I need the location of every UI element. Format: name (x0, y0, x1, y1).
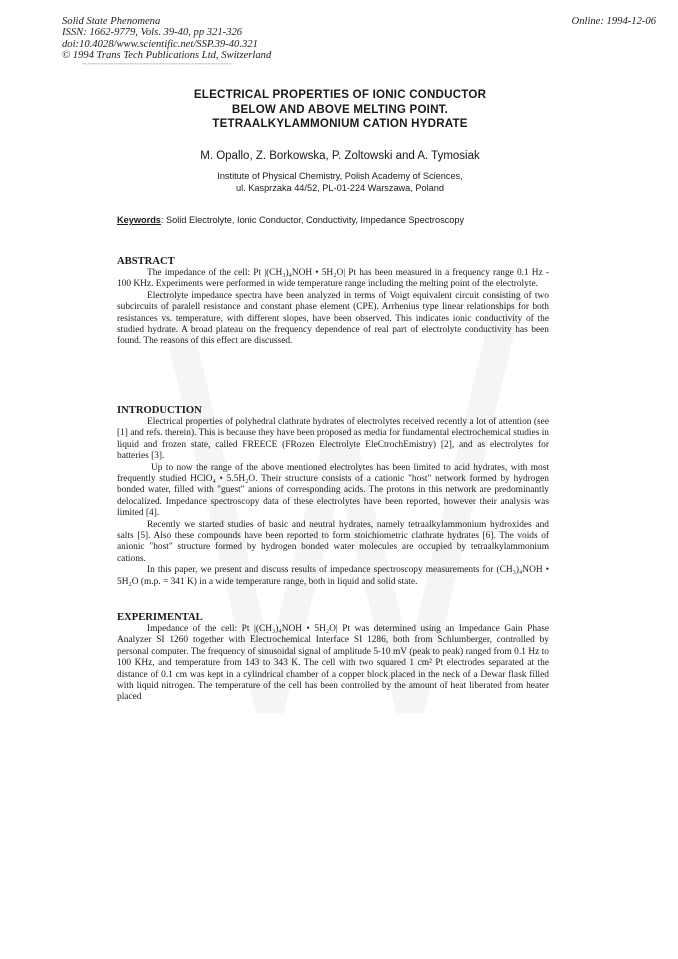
title-line: BELOW AND ABOVE MELTING POINT. (231, 102, 449, 116)
introduction-heading: INTRODUCTION (117, 405, 202, 416)
online-date: Online: 1994-12-06 (571, 16, 656, 27)
introduction-paragraph: In this paper, we present and discuss results of impedance spectroscopy measurements for (CH₃)₄NOH • 5H₂O (m.p. = 341 K) in a wide temperature range, both in liquid and solid state. (117, 565, 549, 587)
paper-title (115, 88, 565, 132)
author-list: M. Opallo, Z. Borkowska, P. Zoltowski and A. Tymosiak (200, 150, 480, 162)
title-line: ELECTRICAL PROPERTIES OF IONIC CONDUCTOR (193, 88, 487, 101)
affiliation-line: ul. Kasprzaka 44/52, PL-01-224 Warszawa, Poland (235, 183, 445, 193)
text-run: The impedance of the cell: Pt (147, 268, 265, 278)
keywords-text: Solid Electrolyte, Ionic Conductor, Conductivity, Impedance Spectroscopy (166, 215, 465, 225)
journal-issn: ISSN: 1662-9779, Vols. 39-40, pp 321-326 (62, 27, 243, 39)
keywords-label: Keywords (117, 215, 161, 225)
journal-doi[interactable]: doi:10.4028/www.scientific.net/SSP.39-40.321 (62, 38, 258, 50)
introduction-paragraph: Up to now the range of the above mentioned electrolytes has been limited to acid hydrates, with most frequently studied HClO₄ • 5.5H₂O. Their structure consists of a cationic "host" network formed by hydrogen bonded water, filled with "guest" anions of corresponding acids. The protons in this network are predominantly delocalized. Impedance spectroscopy data of these electrolytes have been reported, however their analysis was limited [4]. (117, 462, 549, 519)
introduction-paragraph: Recently we started studies of basic and neutral hydrates, namely tetraalkylammonium hydroxides and salts [5]. Also these compounds have been reported to form stoichiometric clathrate hydrates [6]. The voids of anionic "host" structure formed by hydrogen bonded water molecules are occupied by tetraalkylammonium cations. (117, 519, 549, 564)
journal-copyright: © 1994 Trans Tech Publications Ltd, Switzerland (62, 50, 272, 62)
journal-header (62, 16, 271, 62)
experimental-paragraph (117, 624, 549, 704)
journal-name: Solid State Phenomena (62, 16, 161, 27)
abstract-paragraph (117, 268, 549, 291)
scan-stamp: ~~~~~~~~~~~~~~~~~~~~~~~~~~~~~~~~~~~~~~~~~~~~~~ (82, 62, 232, 68)
keywords-colon: : (160, 215, 167, 225)
cell-formula: |(CH₃)₄NOH • 5H₂O| (264, 268, 346, 278)
affiliation-line: Institute of Physical Chemistry, Polish Academy of Sciences, (217, 171, 463, 181)
keywords (117, 215, 567, 225)
introduction-paragraph: Electrical properties of polyhedral clathrate hydrates of electrolytes received recently a lot of attention (see [1] and refs. therein). This is because they have been proposed as media for fundamental electrochemical studies in liquid and frozen state, called FREECE (FRozen Electrolyte EleCtrochEmistry) [2], and as electrolytes for batteries [3]. (117, 417, 549, 462)
experimental-heading: EXPERIMENTAL (117, 612, 203, 623)
abstract-heading: ABSTRACT (117, 256, 175, 267)
text-run: Pt was determined using an Impedance Gain Phase Analyzer SI 1260 together with Electrochemical Interface SI 1286, both from Schlumberger, controlled by personal computer. The frequency of sinusoidal signal of amplitude 5-10 mV (peak to peak) ranged from 0.1 Hz to 100 KHz, and temperature from 143 to 343 K. The cell with two squared 1 cm² Pt electrodes separated at the distance of 0.1 cm was kept in a cylindrical chamber of a copper block placed in the neck of a Dewar flask filled with liquid nitrogen. The temperature of the cell has been controlled by the amount of heat liberated from heater placed (117, 624, 550, 703)
abstract-paragraph: Electrolyte impedance spectra have been analyzed in terms of Voigt equivalent circuit consisting of two subcircuits of paralell resistance and constant phase element (CPE). Arrhenius type linear relationships for both resistances vs. temperature, with different slopes, have been observed. This indicates ionic conductivity of the studied hydrate. A broad plateau on the frequency dependence of real part of electrolyte conductivity has been found. The reasons of this effect are discussed. (117, 290, 549, 347)
title-line: TETRAALKYLAMMONIUM CATION HYDRATE (212, 117, 468, 131)
experimental-section (117, 611, 549, 704)
abstract-section (117, 255, 549, 348)
cell-formula: |(CH₃)₄NOH • 5H₂O| (254, 624, 338, 634)
introduction-section (117, 404, 549, 588)
affiliation (130, 170, 550, 194)
text-run: Pt has been measured in a frequency range 0.1 Hz - 100 KHz. Experiments were performed in wide temperature range including the melting point of the electrolyte. (117, 268, 549, 290)
text-run: Impedance of the cell: Pt (147, 624, 255, 634)
